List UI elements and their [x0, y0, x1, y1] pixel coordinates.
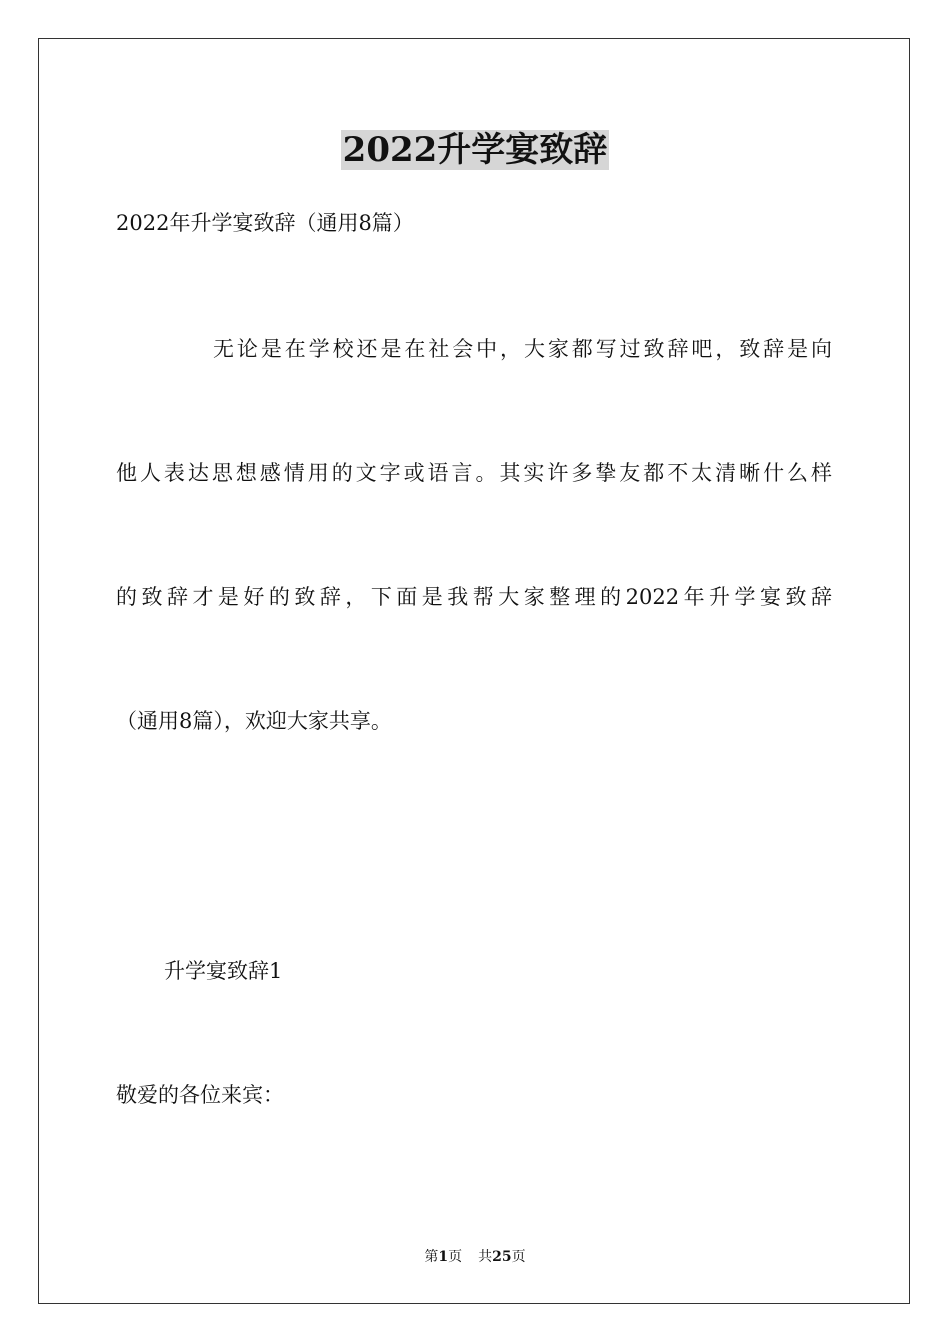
- salutation: 敬爱的各位来宾：: [116, 1083, 284, 1107]
- document-title-text: 2022升学宴致辞: [342, 130, 608, 170]
- document-title: [0, 128, 950, 172]
- intro-line-1: 无论是在学校还是在社会中，大家都写过致辞吧，致辞是向: [213, 337, 832, 361]
- footer-page-number: 1: [438, 1249, 449, 1265]
- intro-line-4: （通用8篇），欢迎大家共享。: [116, 709, 392, 733]
- intro-line-2: 他人表达思想感情用的文字或语言。其实许多挚友都不太清晰什么样: [116, 461, 832, 485]
- footer-total-suffix: 页: [511, 1249, 526, 1265]
- page-footer: [0, 1247, 950, 1267]
- footer-page-prefix: 第: [424, 1249, 439, 1265]
- footer-total-prefix: 共: [478, 1249, 493, 1265]
- section-heading: 升学宴致辞1: [164, 959, 283, 983]
- footer-page-suffix: 页: [448, 1249, 463, 1265]
- footer-total-pages: 25: [492, 1249, 512, 1265]
- intro-line-3: 的致辞才是好的致辞，下面是我帮大家整理的2022年升学宴致辞: [116, 585, 832, 609]
- document-subtitle: 2022年升学宴致辞（通用8篇）: [116, 211, 414, 235]
